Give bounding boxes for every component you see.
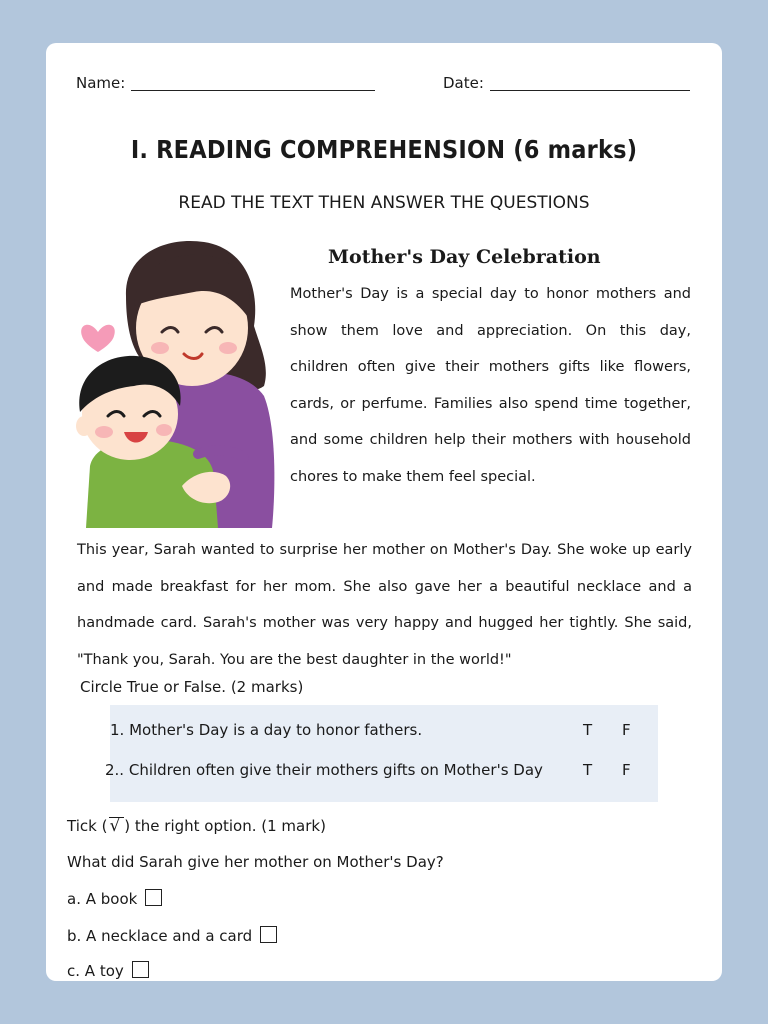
option-a[interactable]: a. A book [67, 889, 162, 908]
name-label: Name: [76, 74, 126, 92]
option-c[interactable]: c. A toy [67, 961, 149, 980]
section-title: I. READING COMPREHENSION (6 marks) [130, 135, 638, 164]
true-false-question: 1. Mother's Day is a day to honor fathers. [110, 721, 423, 739]
date-label: Date: [443, 74, 484, 92]
true-false-box [105, 705, 658, 802]
true-false-instruction: Circle True or False. (2 marks) [80, 678, 304, 696]
name-line [131, 90, 375, 91]
name-field[interactable] [76, 74, 375, 92]
date-line [490, 90, 690, 91]
checkbox-a[interactable] [145, 889, 162, 906]
check-root-icon: √ [109, 817, 124, 835]
mc-question: What did Sarah give her mother on Mother's Day? [67, 853, 444, 871]
true-false-question: 2.. Children often give their mothers gifts on Mother's Day [105, 761, 543, 779]
mother-child-illustration [64, 236, 276, 528]
false-option[interactable]: F [622, 721, 631, 739]
checkbox-c[interactable] [132, 961, 149, 978]
true-option[interactable]: T [583, 761, 593, 779]
true-false-item [105, 761, 658, 785]
worksheet-page [46, 43, 722, 981]
true-option[interactable]: T [583, 721, 593, 739]
story-title: Mother's Day Celebration [328, 246, 601, 268]
date-field[interactable] [443, 74, 690, 92]
option-b[interactable]: b. A necklace and a card [67, 926, 277, 945]
false-option[interactable]: F [622, 761, 631, 779]
true-false-item [110, 721, 658, 745]
story-paragraph-1: Mother's Day is a special day to honor mothers and show them love and appreciation. On this day, children often give their mothers gifts like flowers, cards, or perfume. Families also spend time together, and some children help their mothers with household chores to make them feel special. [290, 286, 691, 485]
heart-icon [81, 325, 115, 352]
section-subtitle: READ THE TEXT THEN ANSWER THE QUESTIONS [178, 193, 590, 213]
tick-instruction: Tick ( √ ) the right option. (1 mark) [67, 816, 326, 836]
checkbox-b[interactable] [260, 926, 277, 943]
story-paragraph-2: This year, Sarah wanted to surprise her mother on Mother's Day. She woke up early and made breakfast for her mom. She also gave her a beautiful necklace and a handmade card. Sarah's mother was very happy and hugged her tightly. She said, "Thank you, Sarah. You are the best daughter in the world!" [77, 542, 692, 668]
